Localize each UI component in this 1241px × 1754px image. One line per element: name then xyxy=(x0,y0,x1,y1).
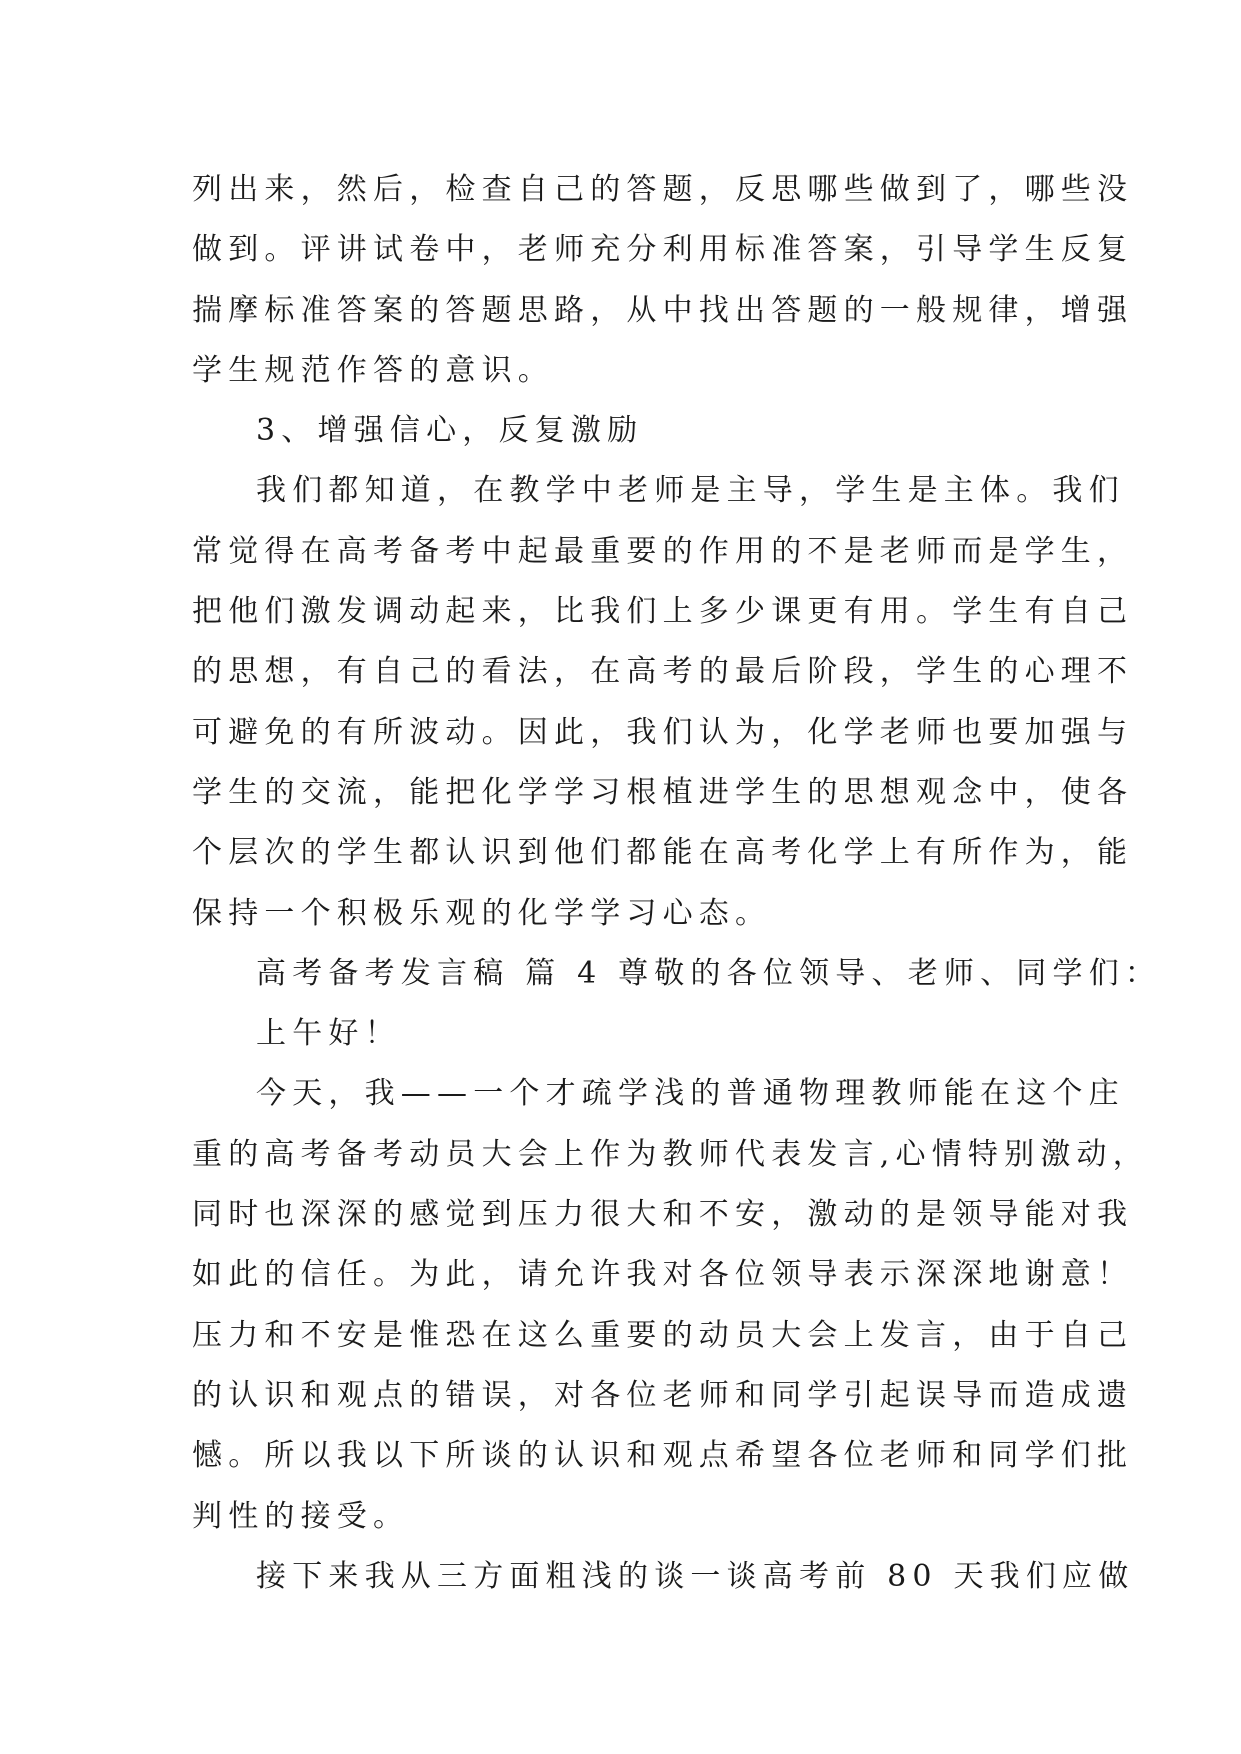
text-line: 重的高考备考动员大会上作为教师代表发言,心情特别激动， xyxy=(192,1136,1149,1172)
text-line: 同时也深深的感觉到压力很大和不安，激动的是领导能对我 xyxy=(192,1197,1134,1233)
text-line: 我们都知道，在教学中老师是主导，学生是主体。我们 xyxy=(256,473,1125,509)
text-line: 学生的交流，能把化学学习根植进学生的思想观念中，使各 xyxy=(192,774,1134,810)
text-line: 压力和不安是惟恐在这么重要的动员大会上发言，由于自己 xyxy=(192,1317,1134,1353)
text-line: 接下来我从三方面粗浅的谈一谈高考前 80 天我们应做 xyxy=(256,1558,1135,1594)
text-line: 学生规范作答的意识。 xyxy=(192,352,554,388)
text-line: 常觉得在高考备考中起最重要的作用的不是老师而是学生， xyxy=(192,533,1134,569)
document-body xyxy=(192,160,1162,1607)
text-line: 可避免的有所波动。因此，我们认为，化学老师也要加强与 xyxy=(192,714,1134,750)
text-line: 判性的接受。 xyxy=(192,1498,410,1534)
text-line: 把他们激发调动起来，比我们上多少课更有用。学生有自己 xyxy=(192,594,1134,630)
text-line: 揣摩标准答案的答题思路，从中找出答题的一般规律，增强 xyxy=(192,292,1134,328)
text-line: 个层次的学生都认识到他们都能在高考化学上有所作为，能 xyxy=(192,835,1134,871)
section-heading: 3、增强信心，反复激励 xyxy=(256,413,644,449)
text-line: 列出来，然后，检查自己的答题，反思哪些做到了，哪些没 xyxy=(192,172,1134,207)
text-line: 今天，我——一个才疏学浅的普通物理教师能在这个庄 xyxy=(256,1076,1125,1112)
text-line: 憾。所以我以下所谈的认识和观点希望各位老师和同学们批 xyxy=(192,1438,1134,1474)
text-line: 做到。评讲试卷中，老师充分利用标准答案，引导学生反复 xyxy=(192,232,1134,268)
speech-title: 高考备考发言稿 篇 4 尊敬的各位领导、老师、同学们： xyxy=(256,955,1162,991)
greeting: 上午好！ xyxy=(256,1016,401,1052)
text-line: 的认识和观点的错误，对各位老师和同学引起误导而造成遗 xyxy=(192,1377,1134,1413)
text-line: 如此的信任。为此，请允许我对各位领导表示深深地谢意！ xyxy=(192,1257,1134,1293)
text-line: 的思想，有自己的看法，在高考的最后阶段，学生的心理不 xyxy=(192,654,1134,690)
text-line: 保持一个积极乐观的化学学习心态。 xyxy=(192,895,772,931)
